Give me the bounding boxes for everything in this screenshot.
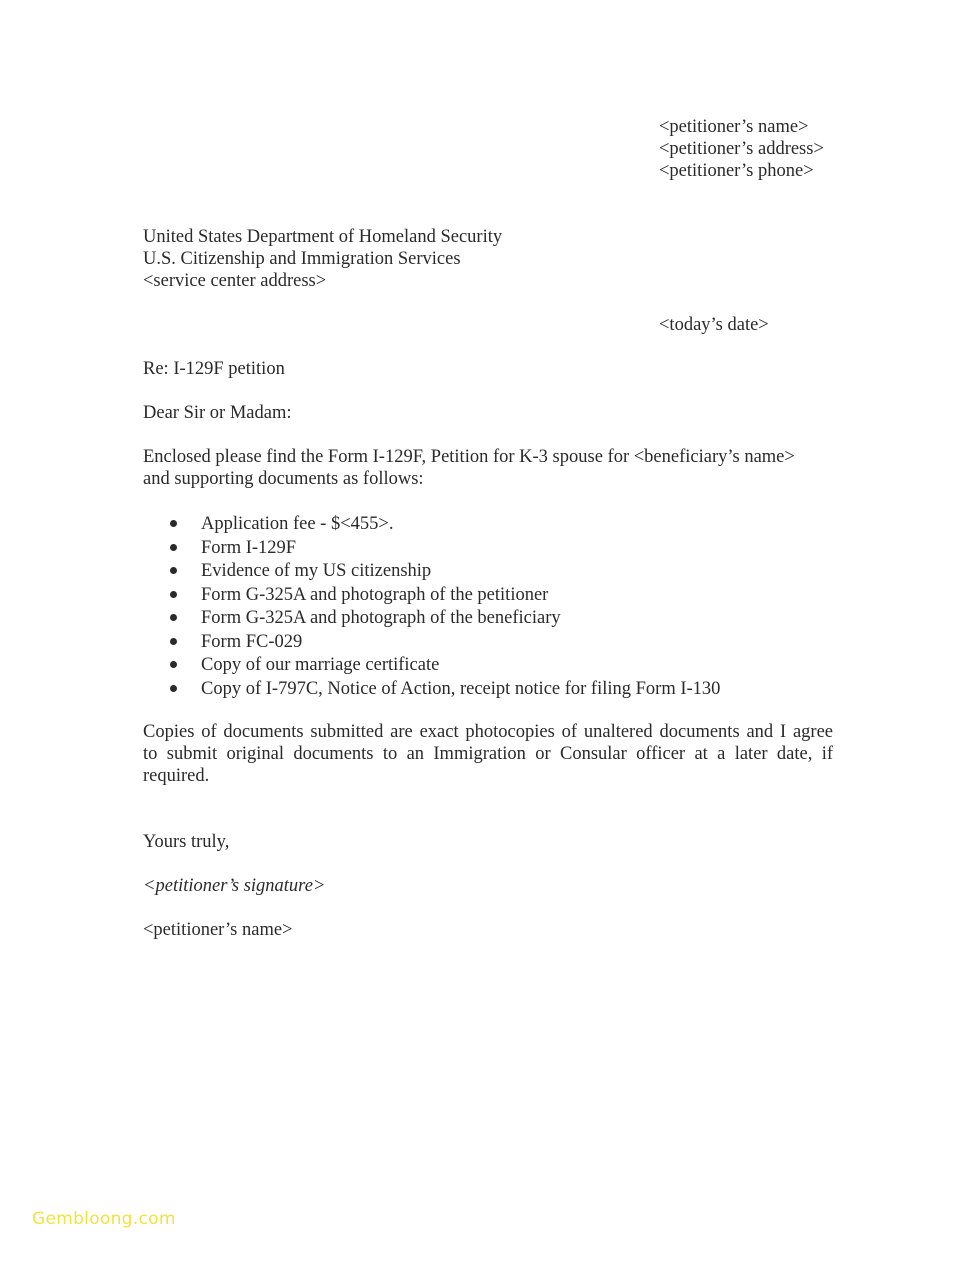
list-item-text: Form I-129F [201,537,297,558]
bullet-icon [170,638,177,645]
sender-phone: <petitioner’s phone> [659,161,814,181]
recipient-block [143,226,502,292]
letter-date: <today’s date> [659,315,769,335]
statement-line-2: to submit original documents to an Immigration or Consular officer at a later date, if [143,744,833,764]
sender-name: <petitioner’s name> [659,117,809,137]
signed-name: <petitioner’s name> [143,920,293,940]
sender-block [659,116,824,182]
sender-address: <petitioner’s address> [659,139,824,159]
list-item-text: Application fee - $<455>. [201,514,394,534]
bullet-icon [170,661,177,668]
bullet-icon [170,520,177,527]
recipient-line-1: United States Department of Homeland Security [143,227,503,247]
recipient-line-2: U.S. Citizenship and Immigration Services [143,249,461,269]
bullet-icon [170,567,177,574]
signature-placeholder: <petitioner’s signature> [143,876,326,896]
recipient-line-3: <service center address> [143,271,327,291]
statement-line-1: Copies of documents submitted are exact photocopies of unaltered documents and I agree [143,722,833,742]
intro-line-1: Enclosed please find the Form I-129F, Petition for K-3 spouse for <beneficiary’s name> [143,447,795,467]
bullet-icon [170,685,177,692]
bullet-icon [170,591,177,598]
list-item-text: Form FC-029 [201,631,303,652]
list-item-text: Copy of our marriage certificate [201,655,440,675]
bullet-icon [170,614,177,621]
intro-line-2: and supporting documents as follows: [143,469,424,489]
subject-line: Re: I-129F petition [143,359,285,379]
list-item-text: Form G-325A and photograph of the petitioner [201,584,549,605]
list-item-text: Copy of I-797C, Notice of Action, receipt notice for filing Form I-130 [201,678,721,699]
list-item-text: Form G-325A and photograph of the beneficiary [201,608,561,628]
intro-paragraph [143,446,833,490]
salutation: Dear Sir or Madam: [143,403,292,423]
watermark: Gembloong.com [32,1209,176,1229]
closing: Yours truly, [143,832,230,852]
list-item-text: Evidence of my US citizenship [201,561,432,581]
statement-paragraph [143,721,833,787]
statement-line-3: required. [143,766,210,786]
bullet-icon [170,544,177,551]
